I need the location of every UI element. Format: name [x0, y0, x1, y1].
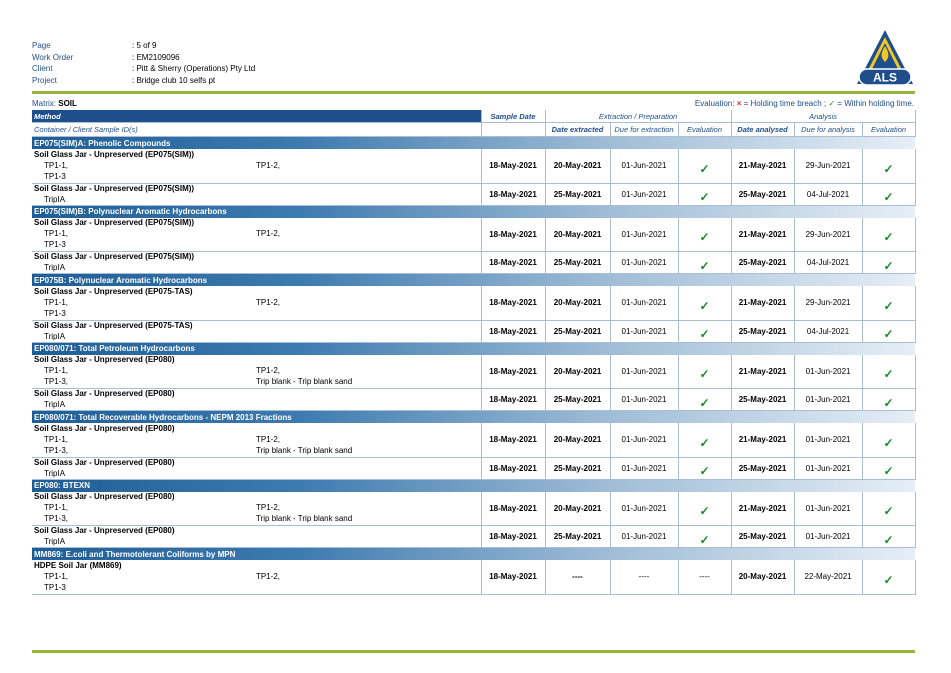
sample-id: TripIA	[44, 331, 66, 341]
table-row	[32, 149, 915, 183]
sample-id: Trip blank - Trip blank sand	[256, 445, 353, 455]
date-extracted-cell: 25-May-2021	[545, 252, 610, 274]
sample-date-cell: 18-May-2021	[481, 183, 545, 205]
breach-icon: ×	[736, 99, 742, 108]
date-analysed-cell: 25-May-2021	[731, 526, 794, 548]
sample-id-line	[34, 239, 479, 250]
date-extracted-cell: 20-May-2021	[545, 149, 610, 183]
due-extraction-cell: 01-Jun-2021	[610, 355, 678, 389]
date-extracted-cell: 25-May-2021	[545, 389, 610, 411]
sample-id-line	[34, 160, 479, 171]
evaluation-cell	[862, 389, 915, 411]
evaluation-cell	[862, 526, 915, 548]
header-row	[32, 75, 255, 87]
date-extracted-cell: 20-May-2021	[545, 423, 610, 457]
header-key: Client	[32, 64, 53, 74]
due-extraction-cell: ----	[610, 560, 678, 594]
sample-id: TP1-1,	[44, 297, 69, 307]
sample-date-cell: 18-May-2021	[481, 492, 545, 526]
date-analysed-cell: 21-May-2021	[731, 149, 794, 183]
sample-id: TP1-2,	[256, 434, 281, 444]
sample-id: TP1-3	[44, 171, 66, 181]
container-name: HDPE Soil Jar (MM869)	[34, 560, 122, 570]
sample-id-line	[34, 228, 479, 239]
check-icon: ✓	[828, 99, 836, 108]
sample-id: TP1-1,	[44, 160, 69, 170]
sample-id: TripIA	[44, 263, 66, 272]
due-extraction-cell: 01-Jun-2021	[610, 320, 678, 342]
container-name: Soil Glass Jar - Unpreserved (EP075(SIM))	[34, 183, 195, 193]
container-name: Soil Glass Jar - Unpreserved (EP080)	[34, 492, 175, 502]
date-extracted-cell: 20-May-2021	[545, 355, 610, 389]
container-cell	[32, 457, 481, 479]
sample-date-cell: 18-May-2021	[481, 560, 545, 594]
sample-id-line	[34, 513, 479, 524]
table-row	[32, 355, 915, 389]
als-logo	[855, 29, 915, 87]
bottom-divider	[32, 650, 915, 653]
sample-id: TP1-3,	[44, 514, 69, 524]
sample-date-header: Sample Date	[481, 110, 545, 123]
section-header	[32, 205, 915, 218]
sample-id: TripIA	[44, 537, 66, 546]
holding-time-table	[32, 110, 916, 595]
matrix-value: SOIL	[58, 99, 77, 108]
header-value: : Pitt & Sherry (Operations) Pty Ltd	[132, 64, 256, 74]
container-cell	[32, 526, 481, 548]
sample-date-cell: 18-May-2021	[481, 457, 545, 479]
sample-id: TP1-2,	[256, 160, 281, 170]
evaluation-cell	[678, 355, 731, 389]
date-extracted-cell: 25-May-2021	[545, 526, 610, 548]
sample-id: TP1-1,	[44, 229, 69, 239]
date-extracted-cell: 20-May-2021	[545, 286, 610, 320]
due-analysis-cell: 01-Jun-2021	[794, 457, 862, 479]
header-key: Page	[32, 41, 51, 50]
evaluation-cell	[862, 149, 915, 183]
sample-id-line	[34, 297, 479, 308]
evaluation2-header: Evaluation	[862, 123, 915, 137]
section-title: EP075(SIM)B: Polynuclear Aromatic Hydrocarbons	[32, 205, 915, 218]
due-analysis-cell: 01-Jun-2021	[794, 389, 862, 411]
evaluation-cell: ----	[678, 560, 731, 594]
due-extraction-cell: 01-Jun-2021	[610, 457, 678, 479]
report-header	[32, 40, 255, 87]
date-analysed-cell: 25-May-2021	[731, 252, 794, 274]
section-title: EP075B: Polynuclear Aromatic Hydrocarbons	[32, 274, 915, 287]
evaluation-cell	[678, 183, 731, 205]
sample-date-cell: 18-May-2021	[481, 355, 545, 389]
extraction-group-header: Extraction / Preparation	[545, 110, 731, 123]
due-extraction-cell: 01-Jun-2021	[610, 492, 678, 526]
due-analysis-cell: 01-Jun-2021	[794, 423, 862, 457]
sample-id: Trip blank - Trip blank sand	[256, 377, 353, 387]
top-divider	[32, 91, 915, 94]
check-icon	[699, 299, 709, 313]
evaluation-cell	[862, 252, 915, 274]
method-header: Method	[32, 110, 481, 123]
due-extraction-cell: 01-Jun-2021	[610, 423, 678, 457]
container-cell	[32, 252, 481, 274]
container-cell	[32, 149, 481, 183]
sample-id: TP1-3,	[44, 377, 69, 387]
date-analysed-cell: 25-May-2021	[731, 457, 794, 479]
due-extraction-cell: 01-Jun-2021	[610, 183, 678, 205]
section-title: EP080/071: Total Petroleum Hydrocarbons	[32, 342, 915, 355]
table-row	[32, 423, 915, 457]
date-extracted-cell: 25-May-2021	[545, 320, 610, 342]
due-analysis-cell: 29-Jun-2021	[794, 218, 862, 252]
section-header	[32, 479, 915, 492]
check-icon	[884, 230, 894, 244]
header-row	[32, 52, 255, 64]
container-name: Soil Glass Jar - Unpreserved (EP075-TAS)	[34, 320, 193, 330]
evaluation-cell	[862, 183, 915, 205]
date-extracted-cell: 20-May-2021	[545, 218, 610, 252]
sample-id-line	[34, 468, 479, 479]
check-icon	[699, 464, 709, 478]
sample-id: TP1-3,	[44, 445, 69, 455]
section-title: EP075(SIM)A: Phenolic Compounds	[32, 137, 915, 150]
container-cell	[32, 492, 481, 526]
date-analysed-cell: 21-May-2021	[731, 286, 794, 320]
due-extraction-cell: 01-Jun-2021	[610, 218, 678, 252]
due-analysis-cell: 01-Jun-2021	[794, 355, 862, 389]
check-icon	[884, 299, 894, 313]
evaluation-cell	[678, 286, 731, 320]
section-title: EP080/071: Total Recoverable Hydrocarbons - NEPM 2013 Fractions	[32, 411, 915, 424]
matrix-key: Matrix:	[32, 99, 56, 108]
due-analysis-cell: 04-Jul-2021	[794, 252, 862, 274]
table-row	[32, 389, 915, 411]
sample-date-cell: 18-May-2021	[481, 252, 545, 274]
due-extraction-cell: 01-Jun-2021	[610, 389, 678, 411]
header-key: Project	[32, 76, 57, 86]
sample-id-line	[34, 376, 479, 387]
sample-id-line	[34, 308, 479, 319]
matrix-label	[32, 99, 77, 108]
check-icon	[699, 327, 709, 341]
container-name: Soil Glass Jar - Unpreserved (EP075(SIM))	[34, 149, 195, 159]
container-cell	[32, 286, 481, 320]
evaluation-cell	[678, 492, 731, 526]
evaluation-header: Evaluation	[678, 123, 731, 137]
date-analysed-cell: 21-May-2021	[731, 492, 794, 526]
sample-id-line	[34, 399, 479, 410]
due-analysis-cell: 04-Jul-2021	[794, 320, 862, 342]
legend-ok-text: = Within holding time.	[837, 99, 914, 108]
evaluation-cell	[678, 526, 731, 548]
evaluation-cell	[862, 492, 915, 526]
due-extraction-cell: 01-Jun-2021	[610, 252, 678, 274]
header-row	[32, 40, 255, 52]
evaluation-cell	[678, 218, 731, 252]
container-name: Soil Glass Jar - Unpreserved (EP075(SIM))	[34, 218, 195, 228]
date-extracted-cell: 20-May-2021	[545, 492, 610, 526]
container-cell	[32, 355, 481, 389]
sample-id: TP1-2,	[256, 229, 281, 239]
section-header	[32, 274, 915, 287]
date-extracted-cell: 25-May-2021	[545, 183, 610, 205]
section-header	[32, 342, 915, 355]
check-icon	[884, 190, 894, 204]
date-analysed-cell: 21-May-2021	[731, 423, 794, 457]
sample-date-cell: 18-May-2021	[481, 389, 545, 411]
sample-id: TripIA	[44, 468, 66, 478]
sample-id: TP1-3	[44, 240, 66, 250]
check-icon	[884, 327, 894, 341]
evaluation-cell	[678, 423, 731, 457]
header-value: : 5 of 9	[132, 41, 157, 50]
sample-id: Trip blank - Trip blank sand	[256, 514, 353, 524]
check-icon	[699, 533, 709, 547]
sample-id-line	[34, 582, 479, 593]
sample-id: TP1-3	[44, 582, 66, 592]
container-name: Soil Glass Jar - Unpreserved (EP080)	[34, 355, 175, 365]
container-cell	[32, 218, 481, 252]
evaluation-cell	[862, 218, 915, 252]
check-icon	[699, 162, 709, 176]
container-name: Soil Glass Jar - Unpreserved (EP080)	[34, 457, 175, 467]
date-analysed-cell: 21-May-2021	[731, 355, 794, 389]
sample-id: TripIA	[44, 400, 66, 409]
check-icon	[884, 533, 894, 547]
container-cell	[32, 320, 481, 342]
sample-id: TP1-3	[44, 308, 66, 318]
sample-date-cell: 18-May-2021	[481, 286, 545, 320]
sample-id-line	[34, 571, 479, 582]
legend-breach-text: = Holding time breach ;	[743, 99, 827, 108]
check-icon	[884, 504, 894, 518]
evaluation-cell	[678, 389, 731, 411]
evaluation-cell	[678, 149, 731, 183]
table-row	[32, 252, 915, 274]
table-row	[32, 320, 915, 342]
evaluation-cell	[862, 286, 915, 320]
evaluation-cell	[862, 457, 915, 479]
sample-id-line	[34, 536, 479, 547]
table-row	[32, 183, 915, 205]
section-header	[32, 137, 915, 150]
date-extracted-cell: 25-May-2021	[545, 457, 610, 479]
evaluation-cell	[862, 320, 915, 342]
section-header	[32, 411, 915, 424]
sample-id-line	[34, 171, 479, 182]
due-analysis-cell: 01-Jun-2021	[794, 526, 862, 548]
sample-date-cell: 18-May-2021	[481, 149, 545, 183]
check-icon	[699, 504, 709, 518]
header-key: Work Order	[32, 52, 74, 62]
container-name: Soil Glass Jar - Unpreserved (EP080)	[34, 526, 175, 535]
sample-id: TP1-2,	[256, 503, 281, 513]
sample-date-cell: 18-May-2021	[481, 218, 545, 252]
container-header: Container / Client Sample ID(s)	[32, 123, 481, 137]
check-icon	[884, 162, 894, 176]
sample-id-line	[34, 194, 479, 205]
check-icon	[884, 464, 894, 478]
header-value: : Bridge club 10 selfs pt	[132, 76, 216, 86]
sample-id: TP1-1,	[44, 366, 69, 376]
sample-id: TP1-2,	[256, 571, 281, 581]
date-analysed-cell: 20-May-2021	[731, 560, 794, 594]
sample-id: TP1-1,	[44, 503, 69, 513]
due-extraction-cell: 01-Jun-2021	[610, 149, 678, 183]
table-row	[32, 286, 915, 320]
logo-text: ALS	[873, 70, 897, 85]
evaluation-legend	[695, 99, 914, 108]
container-name: Soil Glass Jar - Unpreserved (EP080)	[34, 423, 175, 433]
sample-id: TP1-2,	[256, 366, 281, 376]
check-icon	[699, 367, 709, 381]
check-icon	[884, 436, 894, 450]
due-analysis-cell: 29-Jun-2021	[794, 286, 862, 320]
table-row	[32, 457, 915, 479]
check-icon	[699, 436, 709, 450]
container-cell	[32, 183, 481, 205]
table-row	[32, 218, 915, 252]
check-icon	[699, 396, 709, 410]
container-cell	[32, 423, 481, 457]
check-icon	[884, 573, 894, 587]
evaluation-cell	[678, 320, 731, 342]
sample-id-line	[34, 331, 479, 342]
section-title: MM869: E.coli and Thermotolerant Coliforms by MPN	[32, 548, 915, 561]
header-value: : EM2109096	[132, 52, 180, 62]
sample-id: TP1-2,	[256, 297, 281, 307]
date-analysed-cell: 25-May-2021	[731, 183, 794, 205]
evaluation-cell	[862, 355, 915, 389]
section-title: EP080: BTEXN	[32, 479, 915, 492]
sample-id-line	[34, 434, 479, 445]
check-icon	[884, 367, 894, 381]
table-row	[32, 526, 915, 548]
date-analysed-cell: 25-May-2021	[731, 389, 794, 411]
due-extraction-header: Due for extraction	[610, 123, 678, 137]
sample-id: TP1-1,	[44, 434, 69, 444]
legend-prefix: Evaluation:	[694, 99, 735, 108]
due-analysis-cell: 04-Jul-2021	[794, 183, 862, 205]
check-icon	[884, 396, 894, 410]
sample-date-cell: 18-May-2021	[481, 320, 545, 342]
section-header	[32, 548, 915, 561]
blank-header	[481, 123, 545, 137]
date-analysed-header: Date analysed	[731, 123, 794, 137]
date-extracted-header: Date extracted	[545, 123, 610, 137]
date-analysed-cell: 21-May-2021	[731, 218, 794, 252]
check-icon	[884, 259, 894, 273]
due-analysis-cell: 22-May-2021	[794, 560, 862, 594]
container-name: Soil Glass Jar - Unpreserved (EP080)	[34, 389, 175, 398]
sample-id-line	[34, 502, 479, 513]
evaluation-cell	[862, 423, 915, 457]
sample-id-line	[34, 445, 479, 456]
sample-id-line	[34, 262, 479, 273]
sample-id: TripIA	[44, 194, 66, 204]
due-analysis-header: Due for analysis	[794, 123, 862, 137]
sample-date-cell: 18-May-2021	[481, 526, 545, 548]
check-icon	[699, 190, 709, 204]
container-name: Soil Glass Jar - Unpreserved (EP075-TAS)	[34, 286, 193, 296]
check-icon	[699, 259, 709, 273]
evaluation-cell	[678, 252, 731, 274]
due-extraction-cell: 01-Jun-2021	[610, 286, 678, 320]
due-analysis-cell: 29-Jun-2021	[794, 149, 862, 183]
container-cell	[32, 560, 481, 594]
sample-id: TP1-1,	[44, 571, 69, 581]
check-icon	[699, 230, 709, 244]
analysis-group-header: Analysis	[731, 110, 915, 123]
container-cell	[32, 389, 481, 411]
evaluation-cell	[678, 457, 731, 479]
evaluation-cell	[862, 560, 915, 594]
header-row	[32, 63, 255, 75]
container-name: Soil Glass Jar - Unpreserved (EP075(SIM))	[34, 252, 195, 261]
sample-id-line	[34, 365, 479, 376]
table-row	[32, 560, 915, 594]
due-extraction-cell: 01-Jun-2021	[610, 526, 678, 548]
table-row	[32, 492, 915, 526]
sample-date-cell: 18-May-2021	[481, 423, 545, 457]
date-extracted-cell: ----	[545, 560, 610, 594]
date-analysed-cell: 25-May-2021	[731, 320, 794, 342]
due-analysis-cell: 01-Jun-2021	[794, 492, 862, 526]
